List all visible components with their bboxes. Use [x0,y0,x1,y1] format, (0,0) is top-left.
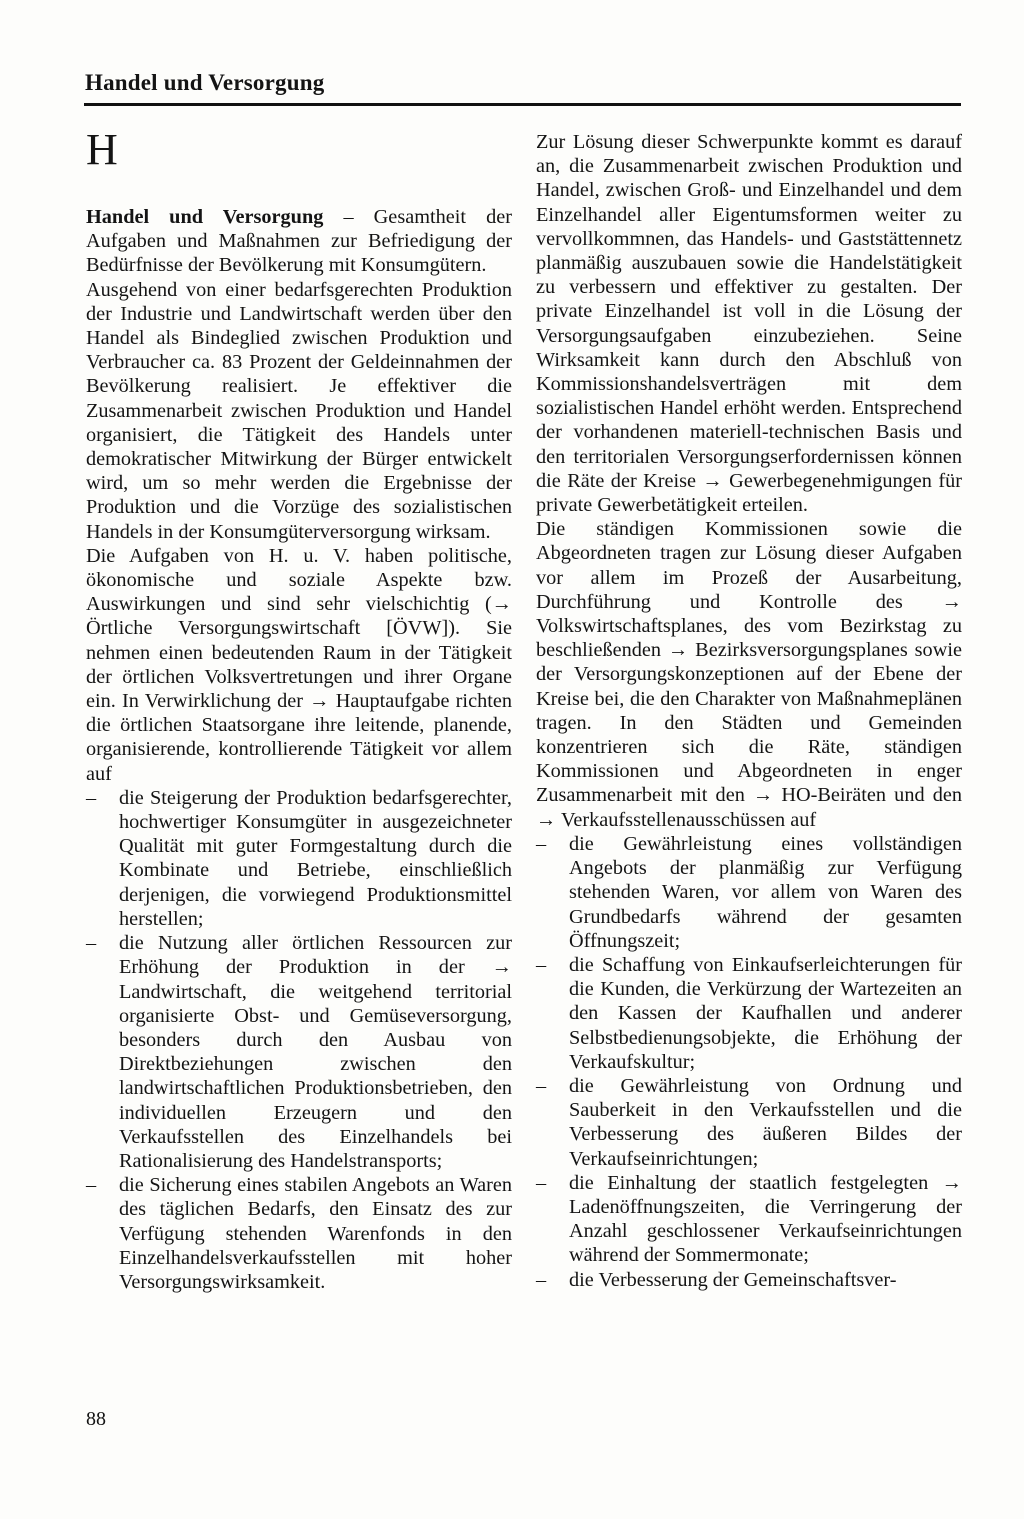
entry-definition: – Gesamtheit der Aufgaben und Maßnahmen zur Befriedigung der Bedürfnisse der Bevölkerung mit Konsumgütern. [86,206,512,277]
list-item-text: die Steigerung der Produktion bedarfsgerechter, hochwertiger Konsumgüter in ausgezeichneter Qualität mit guter Formgestaltung durch die Kombinate und Betriebe, einschließlich derjenigen, die vorwiegend Produktionsmittel herstellen; [119,786,512,930]
entry-paragraph [86,205,512,278]
dash-marker: – [86,1174,97,1197]
list-item-text: die Gewährleistung eines vollständigen Angebots der planmäßig zur Verfügung stehenden Waren, vor allem von Waren des Grundbedarfs während der gesamten Öffnungszeit; [569,832,962,952]
dash-marker: – [536,1171,547,1194]
entry-term: Handel und Versorgung [86,206,324,228]
dash-marker: – [536,1268,547,1291]
list-item-text: die Nutzung aller örtlichen Ressourcen zur Erhöhung der Produktion in der → Landwirtschaft, die weitgehend territorial organisierte Obst- und Gemüseversorgung, besonders durch den Ausbau von Direktbeziehungen zwischen den landwirtschaftlichen Produktionsbetrieben, den individuellen Erzeugern und den Verkaufsstellen des Einzelhandels bei Rationalisierung des Handelstransports; [119,932,512,1172]
list-item-text: die Verbesserung der Gemeinschaftsver- [569,1268,897,1291]
list-item [536,832,962,953]
list-item [536,1074,962,1171]
body-paragraph: Ausgehend von einer bedarfsgerechten Produktion der Industrie und Landwirtschaft werden über den Handel als Bindeglied zwischen Produktion und Verbraucher ca. 83 Prozent der Geldeinnahmen der Bevölkerung realisiert. Je effektiver die Zusammenarbeit zwischen Produktion und Handel organisiert, die Tätigkeit des Handels unter demokratischer Mitwirkung der Bürger entwickelt wird, um so mehr werden die Ergebnisse der Produktion und die Vorzüge des sozialistischen Handels in der Konsumgüterversorgung wirksam. [86,278,512,543]
body-paragraph: Zur Lösung dieser Schwerpunkte kommt es darauf an, die Zusammenarbeit zwischen Produktion und Handel, zwischen Groß- und Einzelhandel und dem Einzelhandel aller Eigentumsformen weiter zu vervollkommnen, das Handels- und Gaststättennetz planmäßig auszubauen sowie die Handelstätigkeit zu verbessern und effektiver zu gestalten. Der private Einzelhandel ist voll in die Lösung der Versorgungsaufgaben einzubeziehen. Seine Wirksamkeit kann durch den Abschluß von Kommissionshandelsverträgen mit dem sozialistischen Handel erhöht werden. Entsprechend der vorhandenen materiell-technischen Basis und den territorialen Versorgungserfordernissen können die Räte der Kreise → Gewerbegenehmigungen für private Gewerbetätigkeit erteilen. [536,131,962,517]
running-head: Handel und Versorgung [85,70,325,95]
left-column [86,125,512,1294]
body-paragraph: Die Aufgaben von H. u. V. haben politische, ökonomische und soziale Aspekte bzw. Auswirkungen und sind sehr vielschichtig (→ Örtliche Versorgungswirtschaft [ÖVW]). Sie nehmen einen bedeutenden Raum in der Tätigkeit der örtlichen Volksvertretungen und ihrer Organe ein. In Verwirklichung der → Hauptaufgabe richten die örtlichen Staatsorgane ihre leitende, planende, organisierende, kontrollierende Tätigkeit vor allem auf [86,544,512,785]
section-initial: H [86,125,118,174]
body-paragraph: Die ständigen Kommissionen sowie die Abgeordneten tragen zur Lösung dieser Aufgaben vor allem im Prozeß der Ausarbeitung, Durchführung und Kontrolle des → Volkswirtschaftsplanes, des vom Bezirkstag zu beschließenden → Bezirksversorgungsplanes sowie der Versorgungskonzeptionen auf der Ebene der Kreise bei, die den Charakter von Maßnahmeplänen tragen. In den Städten und Gemeinden konzentrieren sich die Räte, ständigen Kommissionen und Abgeordneten in enger Zusammenarbeit mit den → HO-Beiräten und den → Verkaufsstellenausschüssen auf [536,518,962,831]
page-number: 88 [86,1408,106,1430]
list-item-text: die Gewährleistung von Ordnung und Sauberkeit in den Verkaufsstellen und die Verbesserung des äußeren Bildes der Verkaufseinrichtungen; [569,1074,962,1170]
dash-marker: – [536,832,547,855]
dash-marker: – [86,932,97,955]
dash-marker: – [86,786,97,809]
dash-marker: – [536,953,547,976]
list-item [536,953,962,1074]
list-item [86,786,512,931]
right-column [536,130,962,1292]
list-item [536,1171,962,1268]
list-item [86,1173,512,1294]
dash-marker: – [536,1074,547,1097]
list-item [86,931,512,1173]
list-item-text: die Einhaltung der staatlich festgelegten → Ladenöffnungszeiten, die Verringerung der Anzahl geschlossener Verkaufseinrichtungen während der Sommermonate; [569,1171,962,1267]
list-item-text: die Sicherung eines stabilen Angebots an Waren des täglichen Bedarfs, den Einsatz des zur Verfügung stehenden Warenfonds in den Einzelhandelsverkaufsstellen mit hoher Versorgungswirksamkeit. [119,1174,512,1293]
list-item [536,1268,962,1292]
header-rule [84,103,961,106]
list-item-text: die Schaffung von Einkaufserleichterungen für die Kunden, die Verkürzung der Wartezeiten an den Kassen der Kaufhallen und anderer Selbstbedienungsobjekte, die Erhöhung der Verkaufskultur; [569,953,962,1073]
